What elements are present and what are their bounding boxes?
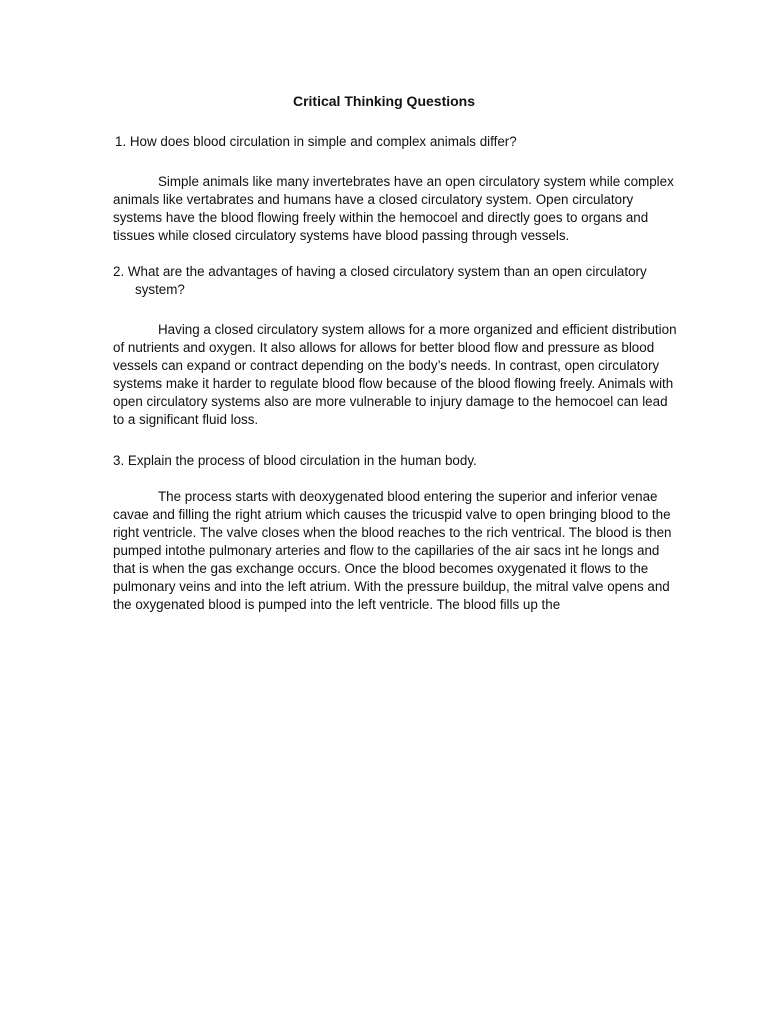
answer-3: The process starts with deoxygenated blood entering the superior and inferior venae cavae and filling the right atrium which causes the tricuspid valve to open bringing blood to the right ventricle. The valve closes when the blood reaches to the rich ventrical. The blood is then pumped intothe pulmonary arteries and flow to the capillaries of the air sacs int he longs and that is when the gas exchange occurs. Once the blood becomes oxygenated it flows to the pulmonary veins and into the left atrium. With the pressure buildup, the mitral valve opens and the oxygenated blood is pumped into the left ventricle. The blood fills up the (113, 489, 672, 612)
answer-1: Simple animals like many invertebrates have an open circulatory system while complex animals like vertabrates and humans have a closed circulatory system. Open circulatory systems have the blood flowing freely within the hemocoel and directly goes to organs and tissues while closed circulatory systems have blood passing through vessels. (113, 174, 674, 243)
question-3: 3. Explain the process of blood circulation in the human body. (113, 453, 477, 468)
question-1: 1. How does blood circulation in simple and complex animals differ? (115, 134, 517, 149)
page-title: Critical Thinking Questions (292, 93, 476, 109)
answer-2: Having a closed circulatory system allows for a more organized and efficient distribution of nutrients and oxygen. It also allows for allows for better blood flow and pressure as blood vessels can expand or contract depending on the body’s needs. In contrast, open circulatory systems make it harder to regulate blood flow because of the blood flowing freely. Animals with open circulatory systems also are more vulnerable to injury damage to the hemocoel can lead to a significant fluid loss. (113, 322, 677, 427)
question-2: 2. What are the advantages of having a closed circulatory system than an open circulatory system? (113, 264, 647, 297)
